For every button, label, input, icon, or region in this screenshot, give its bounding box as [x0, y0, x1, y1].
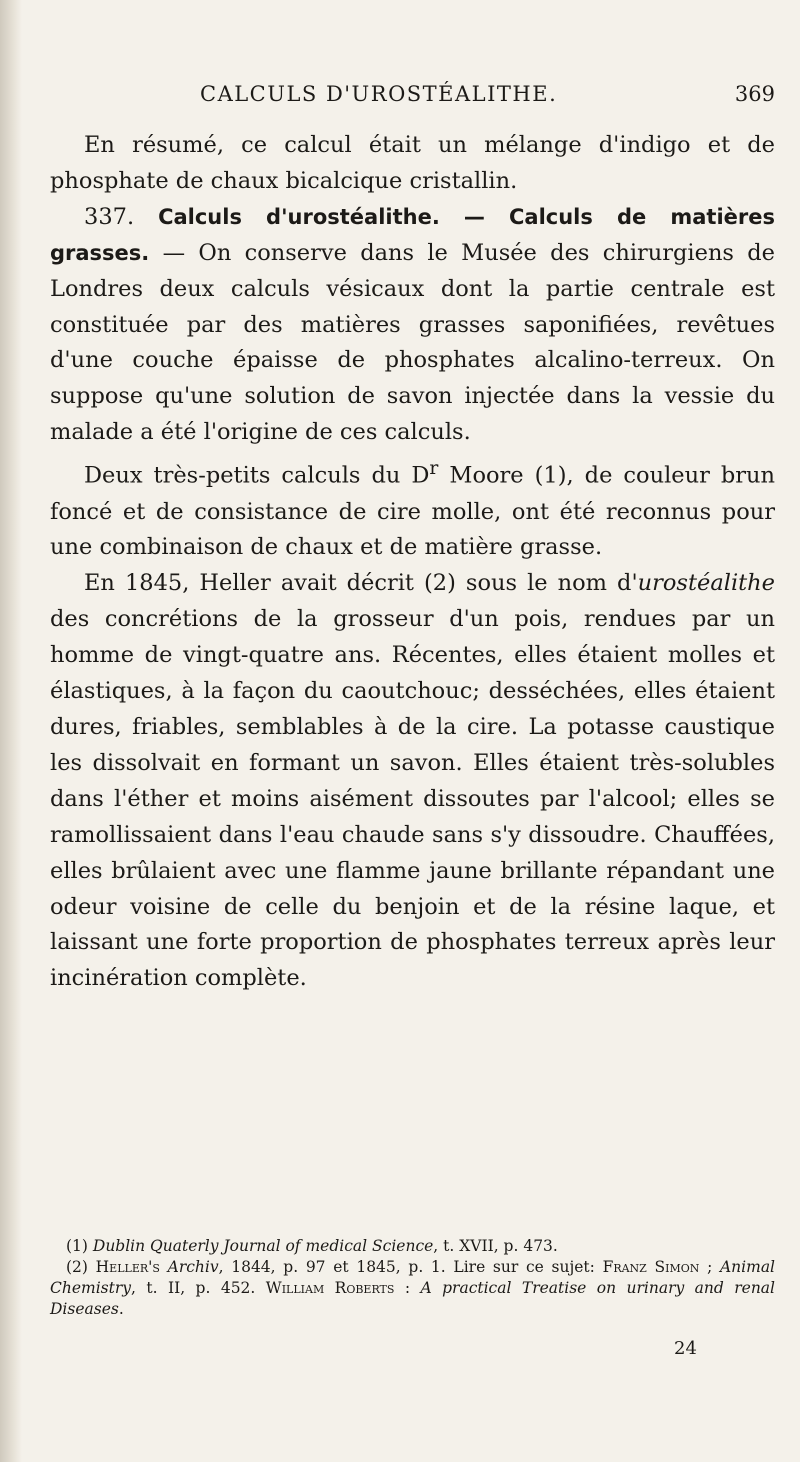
binding-gutter-shadow: [0, 0, 22, 1462]
paragraph-text: des concrétions de la grosseur d'un pois, rendues par un homme de vingt-quatre ans. Récentes, elles étaient molles et élastiques, à la façon du caoutchouc; desséchées, elles étaient dures, friables, semblables à de la cire. La potasse caustique les dissolvait en formant un savon. Elles étaient très-solubles dans l'éther et moins aisément dissoutes par l'alcool; elles se ramollissaient dans l'eau chaude sans s'y dissoudre. Chauffées, elles brûlaient avec une flamme jaune brillante répandant une odeur voisine de celle du benjoin et de la résine laque, et laissant une forte proportion de phosphates terreux après leur incinération complète.: [50, 606, 775, 992]
paragraph-moore: [50, 451, 775, 566]
main-text: [50, 128, 775, 997]
footnote-source: Animal Chemistry: [50, 1258, 776, 1297]
footnote-text: .: [118, 1300, 124, 1318]
paragraph-text: Moore (1), de couleur brun foncé et de consistance de cire molle, ont été reconnus pour une combinaison de chaux et de matière grasse.: [50, 462, 775, 561]
paragraph-text: En 1845, Heller avait décrit (2) sous le nom d': [84, 570, 638, 597]
footnote-source: Archiv: [167, 1258, 219, 1276]
superscript: r: [429, 458, 439, 480]
paragraph-heller: [50, 566, 775, 997]
footnote-mark: (2): [66, 1258, 96, 1276]
footnote-1: [50, 1236, 775, 1257]
footnote-author: Franz Simon: [602, 1258, 700, 1276]
footnote-author: William Roberts: [265, 1279, 395, 1297]
paragraph-text: Deux très-petits calculs du D: [84, 462, 430, 489]
section-title: Calculs d'urostéalithe. — Calculs de matières grasses.: [50, 204, 776, 265]
paragraph-text: En résumé, ce calcul était un mélange d'indigo et de phosphate de chaux bicalcique cristallin.: [50, 132, 775, 194]
running-header: [200, 82, 775, 112]
paragraph-section-337: [50, 200, 775, 451]
italic-term: urostéalithe: [637, 570, 775, 597]
running-title: CALCULS D'UROSTÉALITHE.: [200, 82, 558, 106]
footnote-mark: (1): [66, 1237, 93, 1255]
footnote-text: :: [394, 1279, 421, 1297]
paragraph-text: — On conserve dans le Musée des chirurgiens de Londres deux calculs vésicaux dont la partie centrale est constituée par des matières grasses saponifiées, revêtues d'une couche épaisse de phosphates alcalino-terreux. On suppose qu'une solution de savon injectée dans la vessie du malade a été l'origine de ces calculs.: [50, 239, 775, 446]
footnote-2: [50, 1257, 775, 1320]
footnote-author: Heller's: [95, 1258, 160, 1276]
footnote-text: ;: [699, 1258, 720, 1276]
paragraph-summary: [50, 128, 775, 200]
footnotes: [50, 1236, 775, 1320]
section-number: 337.: [84, 203, 135, 230]
page-number: 369: [734, 82, 775, 106]
footnote-text: , t. II, p. 452.: [131, 1279, 266, 1297]
footnote-source: A practical Treatise on urinary and renal Diseases: [50, 1279, 775, 1318]
footnote-source: Dublin Quaterly Journal of medical Science: [92, 1237, 434, 1255]
footnote-text: , t. XVII, p. 473.: [433, 1237, 558, 1255]
signature-mark: 24: [674, 1338, 697, 1359]
footnote-text: , 1844, p. 97 et 1845, p. 1. Lire sur ce sujet:: [218, 1258, 603, 1276]
